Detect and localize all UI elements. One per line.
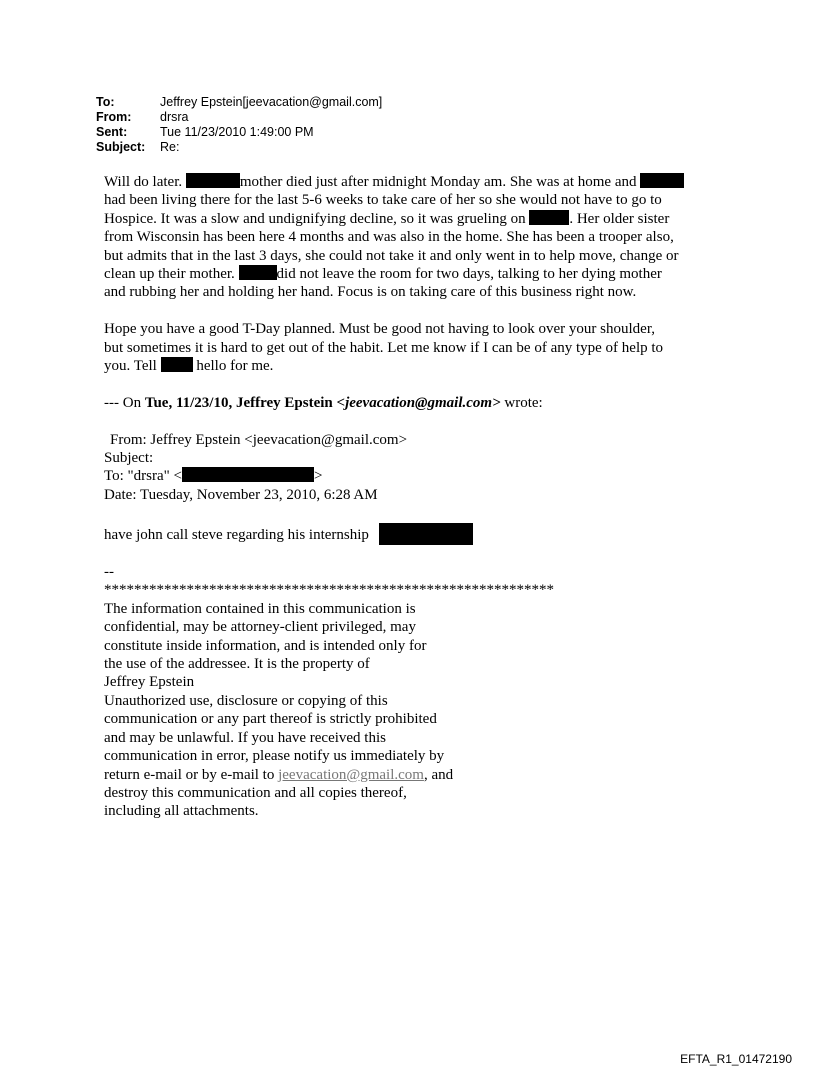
message-text: you. Tell bbox=[104, 358, 157, 375]
redaction-block bbox=[640, 173, 684, 188]
subject-row bbox=[96, 140, 382, 155]
quoted-body-text: have john call steve regarding his internship bbox=[104, 526, 369, 543]
redaction-block bbox=[239, 265, 277, 280]
return-suffix: , and bbox=[423, 766, 454, 783]
sent-row bbox=[96, 125, 382, 140]
disclaimer-line: the use of the addressee. It is the property of bbox=[104, 656, 370, 673]
quoted-to-line bbox=[104, 467, 724, 485]
quote-email: <jeevacation@gmail.com> bbox=[336, 394, 501, 411]
disclaimer-line: confidential, may be attorney-client privileged, may bbox=[104, 619, 416, 636]
signature-stars: ************************************************************ bbox=[104, 582, 554, 599]
message-text: . Her older sister bbox=[569, 210, 670, 227]
sent-value: Tue 11/23/2010 1:49:00 PM bbox=[160, 125, 314, 139]
quoted-to-suffix: > bbox=[313, 468, 323, 485]
redaction-block bbox=[186, 173, 240, 188]
quoted-from-line: From: Jeffrey Epstein <jeevacation@gmail.com> bbox=[110, 431, 408, 448]
message-paragraph-1 bbox=[104, 173, 724, 302]
subject-value: Re: bbox=[160, 140, 180, 154]
email-header bbox=[96, 95, 382, 155]
message-text: did not leave the room for two days, talking to her dying mother bbox=[276, 266, 662, 283]
to-row bbox=[96, 95, 382, 110]
redaction-block bbox=[379, 523, 473, 545]
disclaimer-line: including all attachments. bbox=[104, 803, 259, 820]
redaction-block bbox=[161, 357, 193, 372]
email-link[interactable]: jeevacation@gmail.com bbox=[278, 766, 424, 783]
disclaimer-line: communication or any part thereof is strictly prohibited bbox=[104, 711, 437, 728]
to-value: Jeffrey Epstein[jeevacation@gmail.com] bbox=[160, 95, 383, 109]
email-body bbox=[104, 173, 724, 821]
from-label: From: bbox=[96, 110, 132, 124]
disclaimer-line: constitute inside information, and is intended only for bbox=[104, 637, 427, 654]
quoted-subject-line: Subject: bbox=[104, 450, 154, 467]
quote-date: Tue, 11/23/10, Jeffrey Epstein bbox=[144, 394, 337, 411]
from-value: drsra bbox=[160, 110, 189, 124]
quoted-body-line bbox=[104, 523, 724, 545]
message-text: from Wisconsin has been here 4 months and was also in the home. She has been a trooper also, bbox=[104, 229, 674, 246]
message-text: Will do later. bbox=[104, 174, 183, 190]
redaction-block bbox=[182, 467, 314, 482]
signature-dashes: -- bbox=[104, 564, 114, 581]
message-text: hello for me. bbox=[196, 358, 274, 375]
disclaimer-line: destroy this communication and all copies thereof, bbox=[104, 784, 407, 801]
subject-label: Subject: bbox=[96, 140, 146, 154]
redaction-block bbox=[529, 210, 569, 225]
disclaimer-line: Jeffrey Epstein bbox=[104, 674, 195, 691]
from-row bbox=[96, 110, 382, 125]
message-text: Hospice. It was a slow and undignifying decline, so it was grueling on bbox=[104, 210, 526, 227]
message-text: but sometimes it is hard to get out of the habit. Let me know if I can be of any type of help to bbox=[104, 339, 664, 356]
disclaimer-line: The information contained in this communication is bbox=[104, 600, 416, 617]
disclaimer-line: Unauthorized use, disclosure or copying of this bbox=[104, 692, 388, 709]
message-text: Hope you have a good T-Day planned. Must be good not having to look over your shoulder, bbox=[104, 321, 655, 338]
message-text: and rubbing her and holding her hand. Focus is on taking care of this business right now. bbox=[104, 284, 637, 301]
message-text: but admits that in the last 3 days, she could not take it and only went in to help move, change or bbox=[104, 247, 679, 264]
document-id: EFTA_R1_01472190 bbox=[680, 1052, 792, 1066]
disclaimer-line: communication in error, please notify us immediately by bbox=[104, 748, 445, 765]
quoted-date-line: Date: Tuesday, November 23, 2010, 6:28 AM bbox=[104, 486, 378, 503]
to-label: To: bbox=[96, 95, 115, 109]
message-text: had been living there for the last 5-6 weeks to take care of her so she would not have to go to bbox=[104, 192, 662, 209]
quote-suffix: wrote: bbox=[500, 394, 543, 411]
message-text: mother died just after midnight Monday am. She was at home and bbox=[239, 174, 637, 190]
disclaimer-return-line bbox=[104, 766, 724, 784]
sent-label: Sent: bbox=[96, 125, 128, 139]
disclaimer-line: and may be unlawful. If you have received this bbox=[104, 729, 386, 746]
quoted-to-prefix: To: "drsra" < bbox=[104, 468, 182, 485]
message-paragraph-2 bbox=[104, 320, 724, 375]
quote-prefix: --- On bbox=[104, 394, 145, 411]
return-prefix: return e-mail or by e-mail to bbox=[104, 766, 279, 783]
quote-attribution bbox=[104, 394, 724, 412]
message-text: clean up their mother. bbox=[104, 266, 235, 283]
